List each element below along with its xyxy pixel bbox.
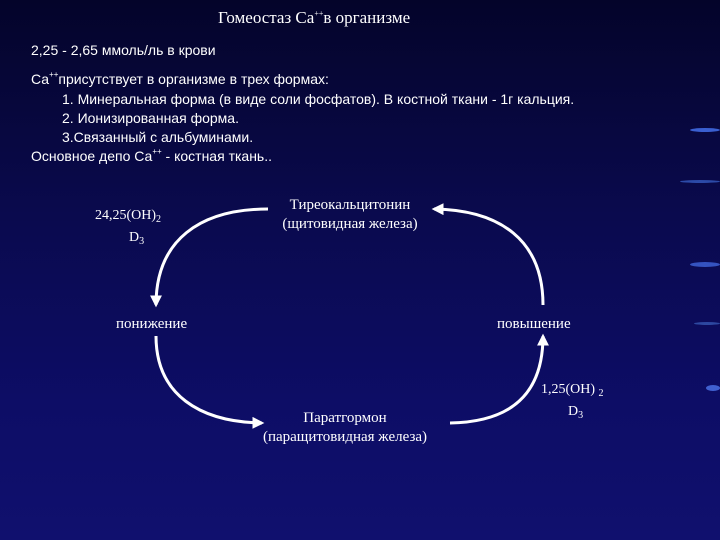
thyroid-label: (щитовидная железа) [282,216,418,232]
increase-label: повышение [497,316,571,332]
depot-text: Основное депо Са++ - костная ткань.. [31,147,273,164]
thyrocalcitonin-label: Тиреокальцитонин [289,197,411,213]
arrow-bottom-to-right [450,336,543,423]
form-item-3: 3.Связанный с альбуминами. [62,129,254,145]
vitamin-d-24-25-label: $24,25(OH)_2$ $D_3$ [95,208,162,247]
thyrocalcitonin-node [240,196,460,234]
parathormone-label: Паратгормон [303,410,387,426]
parathormone-node [230,409,460,447]
forms-intro-text: Са++присутствует в организме в трех формах: [31,70,329,87]
form-item-2: 2. Ионизированная форма. [62,110,239,126]
decrease-label: понижение [116,316,188,332]
slide-title: Гомеостаз Са++в организме [218,8,411,27]
vitamin-d-1-25-label: 1,25(OH) $_2$ $D_3$ [541,382,604,421]
form-item-1: 1. Минеральная форма (в виде соли фосфатов). В костной ткани - 1г кальция. [62,91,575,107]
parathyroid-label: (паращитовидная железа) [262,429,428,445]
blood-level-text: 2,25 - 2,65 ммоль/ль в крови [31,42,216,58]
